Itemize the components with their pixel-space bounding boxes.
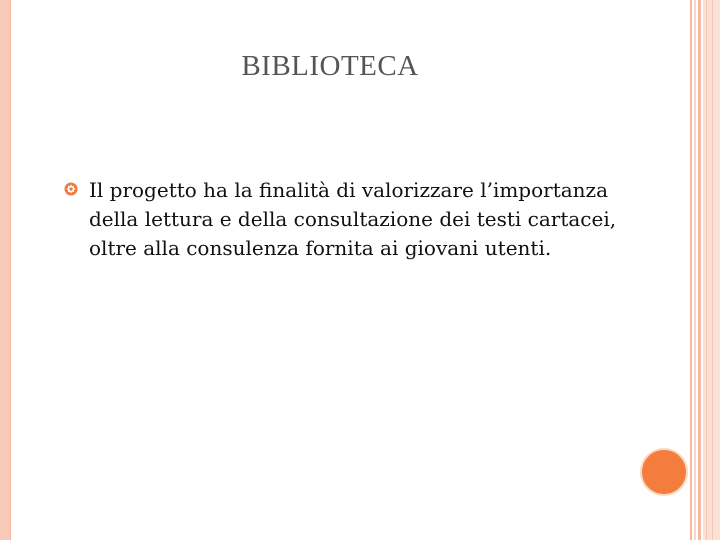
- slide-title: BIBLIOTECA: [241, 50, 419, 82]
- right-stripe: [698, 0, 701, 540]
- right-stripe: [706, 0, 707, 540]
- left-border-line: [10, 0, 11, 540]
- left-border: [0, 0, 10, 540]
- right-stripe: [690, 0, 692, 540]
- decorative-circle: [642, 450, 686, 494]
- right-stripe: [694, 0, 696, 540]
- right-stripe: [712, 0, 713, 540]
- gear-bullet-icon: [64, 182, 78, 196]
- bullet-text: Il progetto ha la finalità di valorizzare l’importanza della lettura e della consultazione dei testi cartacei, oltre alla consulenza fornita ai giovani utenti.: [89, 178, 617, 260]
